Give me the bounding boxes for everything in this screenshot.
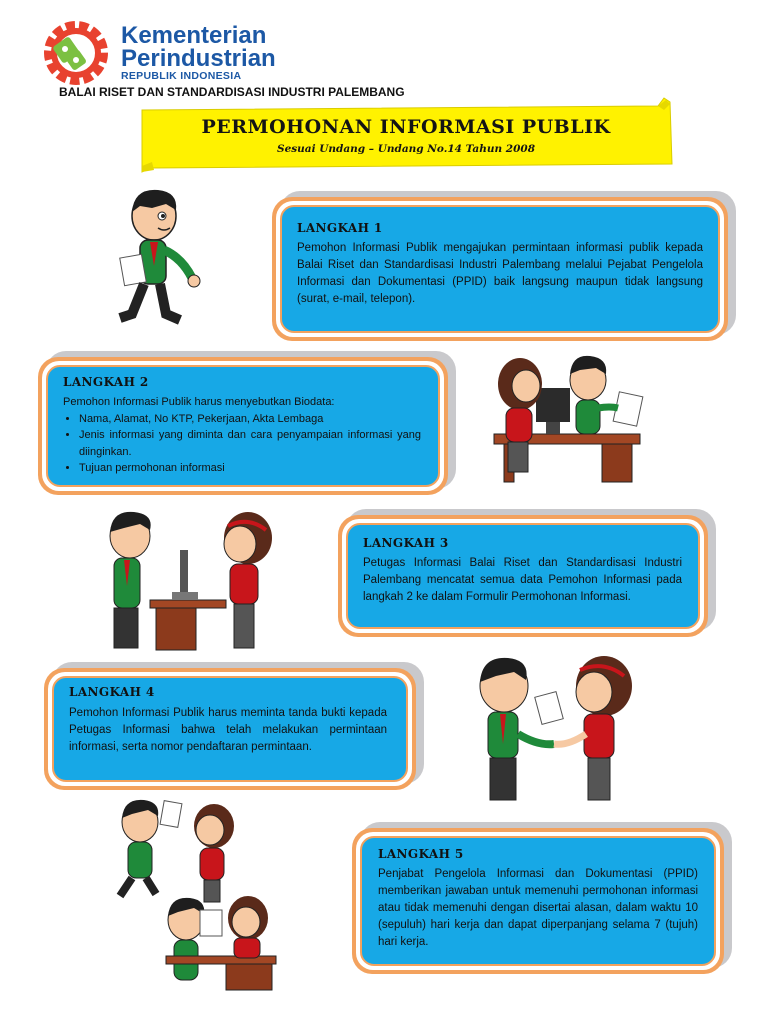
step-title: LANGKAH 3: [363, 536, 449, 550]
step-text: Pemohon Informasi Publik harus meminta tanda bukti kepada Petugas Informasi bahwa telah melakukan permintaan informasi, serta nomor pendaftaran permintaan.: [69, 707, 387, 753]
desk-conversation-illustration: [98, 508, 282, 654]
step-text: Penjabat Pengelola Informasi dan Dokumentasi (PPID) memberikan jawaban untuk memenuhi permohonan informasi atau tidak memenuhi dengan disertai alasan, dalam waktu 10 (sepuluh) hari kerja dan dapat diperpanjang selama 7 (tujuh) hari kerja.: [378, 868, 698, 948]
page-subtitle: Sesuai Undang – Undang No.14 Tahun 2008: [276, 143, 536, 155]
step-card-3: [338, 515, 708, 637]
step-card-4: [44, 668, 416, 790]
step-text: Pemohon Informasi Publik mengajukan permintaan informasi publik kepada Balai Riset dan Standardisasi Industri Palembang melalui Pejabat Pengelola Informasi dan Dokumentasi (PPID) baik langsung maupun tidak langsung (surat, e-mail, telepon).: [297, 242, 703, 305]
biodata-list: [63, 411, 421, 477]
ministry-line2: Perindustrian: [121, 45, 276, 72]
boy-walking-illustration: [112, 186, 204, 332]
step-text: [63, 394, 421, 477]
step-title: LANGKAH 4: [69, 685, 155, 699]
page-title: PERMOHONAN INFORMASI PUBLIK: [201, 116, 611, 138]
ministry-name: [121, 24, 276, 70]
ministry-line1: Kementerian: [121, 22, 267, 49]
step-card-1: [272, 197, 728, 341]
country-name: REPUBLIK INDONESIA: [121, 70, 242, 82]
list-item: • Jenis informasi yang diminta dan cara penyampaian informasi yang diinginkan.: [79, 427, 421, 460]
step-text: Petugas Informasi Balai Riset dan Standardisasi Industri Palembang mencatat semua data Pemohon Informasi pada langkah 2 ke dalam Formulir Permohonan Informasi.: [363, 557, 682, 603]
kemenperin-logo: [38, 18, 114, 88]
handshake-illustration: [468, 654, 646, 804]
step-title: LANGKAH 5: [378, 847, 464, 861]
step-card-5: [352, 828, 724, 974]
paper-exchange-illustration: [106, 796, 296, 994]
girl-computer-illustration: [484, 348, 656, 486]
institute-name: BALAI RISET DAN STANDARDISASI INDUSTRI PALEMBANG: [59, 85, 405, 99]
step-title: LANGKAH 2: [63, 375, 149, 389]
title-banner: [136, 96, 676, 174]
step-intro: Pemohon Informasi Publik harus menyebutkan Biodata:: [63, 396, 335, 408]
list-item: • Tujuan permohonan informasi: [79, 460, 421, 477]
step-title: LANGKAH 1: [297, 221, 383, 235]
step-card-2: [38, 357, 448, 495]
list-item: • Nama, Alamat, No KTP, Pekerjaan, Akta Lembaga: [79, 411, 421, 428]
